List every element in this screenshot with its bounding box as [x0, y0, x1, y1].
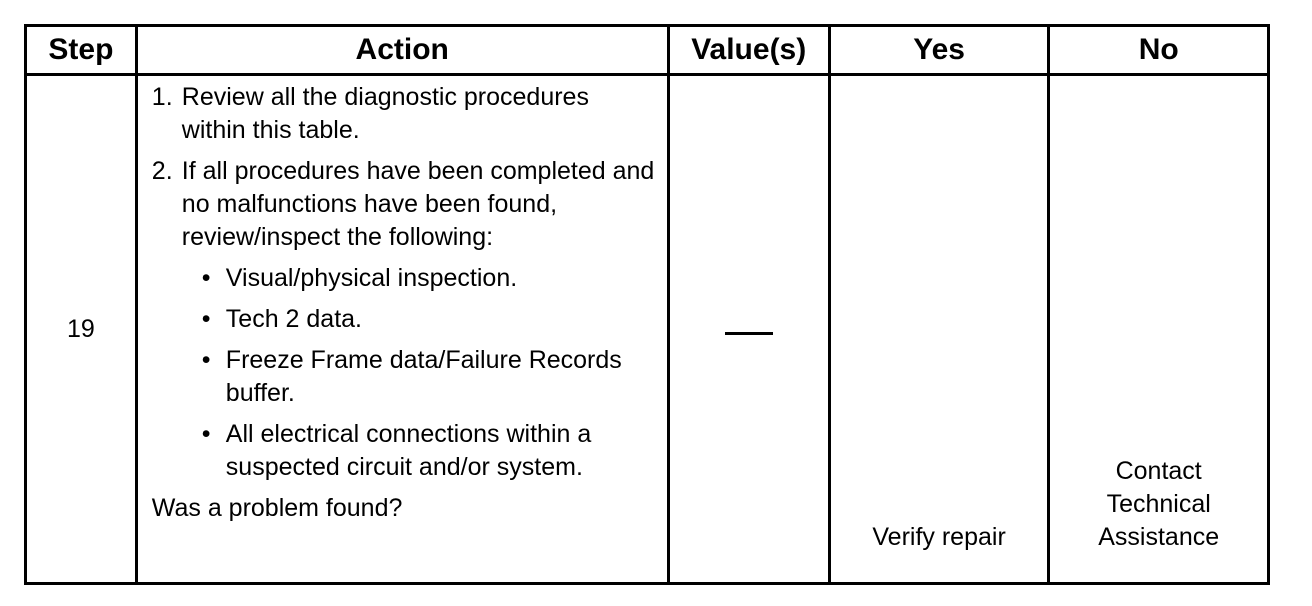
- header-row: [26, 26, 1269, 75]
- table-row: [26, 75, 1269, 584]
- inspection-item-text: All electrical connections within a suspected circuit and/or system.: [225, 420, 592, 481]
- no-cell: [1049, 75, 1269, 584]
- bullet-icon: •: [201, 305, 211, 333]
- step-number: 19: [26, 75, 137, 584]
- no-result: Contact Technical Assistance: [1098, 457, 1220, 551]
- action-cell: [136, 75, 668, 584]
- header-action: Action: [136, 26, 668, 75]
- action-step-text: Review all the diagnostic procedures within this table.: [181, 83, 589, 144]
- header-step: Step: [26, 26, 137, 75]
- inspection-item-text: Freeze Frame data/Failure Records buffer.: [225, 346, 622, 407]
- action-step-text: If all procedures have been completed and no malfunctions have been found, review/inspect the following:: [181, 157, 655, 251]
- bullet-icon: •: [201, 420, 211, 448]
- action-step: [152, 155, 657, 254]
- bullet-icon: •: [201, 346, 211, 374]
- diagnostic-table: [24, 24, 1270, 585]
- inspection-item: [196, 262, 657, 295]
- value-dash: [725, 332, 773, 335]
- inspection-item-text: Visual/physical inspection.: [225, 264, 518, 292]
- table-header: [26, 26, 1269, 75]
- header-values: Value(s): [668, 26, 829, 75]
- action-step-number: 2.: [151, 157, 173, 185]
- header-no: No: [1049, 26, 1269, 75]
- value-cell: [668, 75, 829, 584]
- action-step-number: 1.: [151, 83, 173, 111]
- inspection-list: [152, 262, 657, 484]
- bullet-icon: •: [201, 264, 211, 292]
- inspection-item: [196, 303, 657, 336]
- inspection-item-text: Tech 2 data.: [225, 305, 363, 333]
- action-steps: [152, 81, 657, 254]
- table-body: [26, 75, 1269, 584]
- header-yes: Yes: [829, 26, 1049, 75]
- action-step: [152, 81, 657, 147]
- yes-result: Verify repair: [829, 75, 1049, 584]
- inspection-item: [196, 418, 657, 484]
- question-text: Was a problem found?: [151, 494, 403, 522]
- inspection-item: [196, 344, 657, 410]
